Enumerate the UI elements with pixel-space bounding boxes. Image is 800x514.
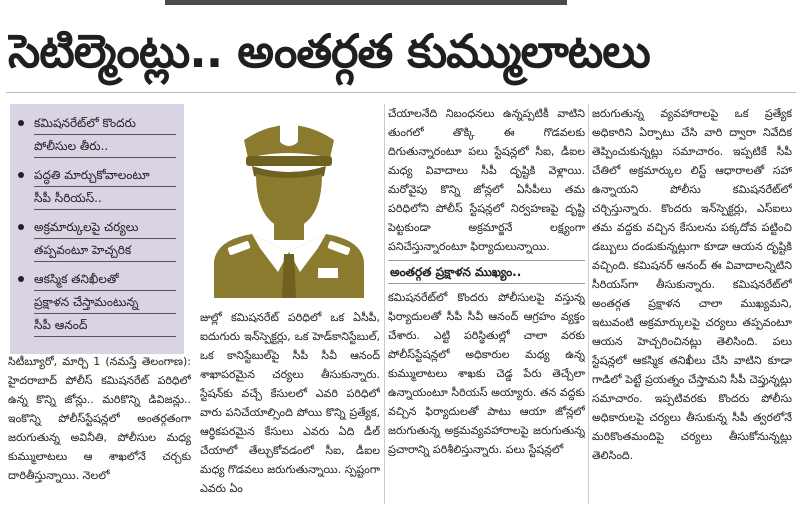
highlight-item: ఆకస్మిక తనిఖీలతో ప్రక్షాళన చేస్తామంటున్న సీపీ ఆనంద్‌	[18, 268, 176, 337]
police-officer-illustration	[200, 112, 378, 298]
bullet-icon	[18, 120, 24, 126]
headline-divider	[6, 92, 796, 93]
article-paragraph: జుల్లో కమిషనరేట్‌ పరిధిలో ఒక ఏసీపీ, ఐదుగురు ఇన్‌స్పెక్టర్లు, ఒక హెడ్‌కానిస్టేబుల్‌, ఒక కానిస్టేబుల్‌పై సీపీ సీవీ ఆనంద్‌ శాఖాపరమైన చర్యలు తీసుకున్నారు. స్టేషన్‌కు వచ్చే కేసులలో ఎవరి పరిధిలో వారు పనిచేయాల్సింది పోయి కొన్ని ప్రత్యేక, ఆర్థికపరమైన కేసులు ఎవరు ఏది డీల్‌ చేయాలో తేల్చుకోవడంలో సీఐ, డీఐల మధ్య గొడవలు జరుగుతున్నాయి. స్పష్టంగా ఎవరు ఏం	[200, 311, 380, 495]
top-bar	[165, 0, 567, 5]
article-column-3	[388, 104, 585, 504]
headline: సెటిల్మెంట్లు.. అంతర్గత కుమ్ములాటలు	[8, 24, 650, 78]
column-divider	[384, 104, 385, 504]
bullet-icon	[18, 224, 24, 230]
section-subheading: అంతర్గత ప్రక్షాళన ముఖ్యం..	[388, 260, 585, 284]
bullet-icon	[18, 276, 24, 282]
highlights-box	[10, 104, 184, 354]
article-column-4	[592, 104, 792, 504]
bullet-icon	[18, 172, 24, 178]
highlight-item: అక్రమార్కులపై చర్యలు తప్పవంటూ హెచ్చరిక	[18, 216, 176, 262]
article-paragraph: జరుగుతున్న వ్యవహారాలపై ఒక ప్రత్యేక అధికారిని ఏర్పాటు చేసి వారి ద్వారా నివేదిక తెప్పించుకున్నట్లు సమాచారం. ఇప్పటికే సీపీ చేతిలో అక్రమార్కుల లిస్ట్‌ ఆధారాలతో సహా ఉన్నాయని పోలీసు కమిషనరేట్‌లో చర్చిస్తున్నారు. కొందరు ఇన్‌స్పెక్టర్లు, ఎస్‌ఐలు తమ వద్దకు వచ్చిన కేసులను పక్కదోవ పట్టించి డబ్బులు దండుకున్నట్లుగా కూడా ఆయన దృష్టికి వచ్చింది. కమిషనర్‌ ఆనంద్‌ ఈ వివాదాలన్నిటిని సీరియస్‌గా తీసుకున్నారు. కమిషనరేట్‌లో అంతర్గత ప్రక్షాళన చాలా ముఖ్యమని, ఇటువంటి అక్రమార్కులపై చర్యలు తప్పవంటూ ఆయన హెచ్చరించినట్లు తెలిసింది. పలు స్టేషన్లలో ఆకస్మిక తనిఖీలు చేసి వాటిని కూడా గాడిలో పెట్టే ప్రయత్నం చేస్తామని సీపీ చెప్తున్నట్లు సమాచారం. ఇప్పటివరకు కొందరు పోలీసు అధికారులపై చర్యలు తీసుకున్న సీపీ త్వరలోనే మరికొంతమందిపై చర్యలు తీసుకోనున్నట్లు తెలిసింది.	[592, 107, 792, 462]
article-paragraph: చేయాలనేది నిబంధనలు ఉన్నప్పటికీ వాటిని తుంగలో తొక్కి ఈ గొడవలకు దిగుతున్నారంటూ పలు స్టేషన్లలో సీఐ, డీఐల మధ్య వివాదాలు సీపీ దృష్టికి వెళ్లాయి. మరోవైపు కొన్ని జోన్లలో ఏసీపీలు తమ పరిధిలోని పోలీస్‌ స్టేషన్లలో నిర్వహణపై దృష్టి పెట్టకుండా అక్రమార్జనే లక్ష్యంగా పనిచేస్తున్నారంటూ ఫిర్యాదులున్నాయి.	[388, 107, 585, 253]
highlight-item: పద్ధతి మార్చుకోవాలంటూ సీపీ సీరియస్‌..	[18, 164, 176, 210]
article-column-1	[8, 352, 191, 502]
column-divider	[588, 104, 589, 504]
article-paragraph: కమిషనరేట్‌లో కొందరు పోలీసులపై వస్తున్న ఫిర్యాదులతో సీపీ సీవీ ఆనంద్‌ ఆగ్రహం వ్యక్తం చేశారు. ఎట్టి పరిస్థితుల్లో చాలా వరకు పోలీస్‌స్టేషన్లలో అధికారుల మధ్య ఉన్న కుమ్ములాటలు శాఖకు చెడ్డ పేరు తెచ్చేలా ఉన్నాయంటూ సీరియస్‌ అయ్యారు. తన వద్దకు వచ్చిన ఫిర్యాదులతో పాటు ఆయా జోన్లలో జరుగుతున్న అక్రమవ్యవహారాలపై జరుగుతున్న ప్రచారాన్ని పరిశీలిస్తున్నారు. పలు స్టేషన్లలో	[388, 291, 585, 456]
highlight-item: కమిషనరేట్‌లో కొందరు పోలీసుల తీరు..	[18, 112, 176, 158]
highlights-list	[10, 104, 184, 337]
article-column-2	[200, 308, 380, 504]
article-paragraph: సిటీబ్యూరో, మార్చి 1 (నమస్తే తెలంగాణ): హైదరాబాద్‌ పోలీస్‌ కమిషనరేట్‌ పరిధిలో ఉన్న కొన్ని జోన్లు.. మరికొన్ని డివిజన్లు.. ఇంకొన్ని పోలీస్‌స్టేషన్లలో అంతర్గతంగా జరుగుతున్న అవినీతి, పోలీసుల మధ్య కుమ్ములాటలు ఆ శాఖలోనే చర్చకు దారితీస్తున్నాయి. నెలలో	[8, 355, 191, 482]
